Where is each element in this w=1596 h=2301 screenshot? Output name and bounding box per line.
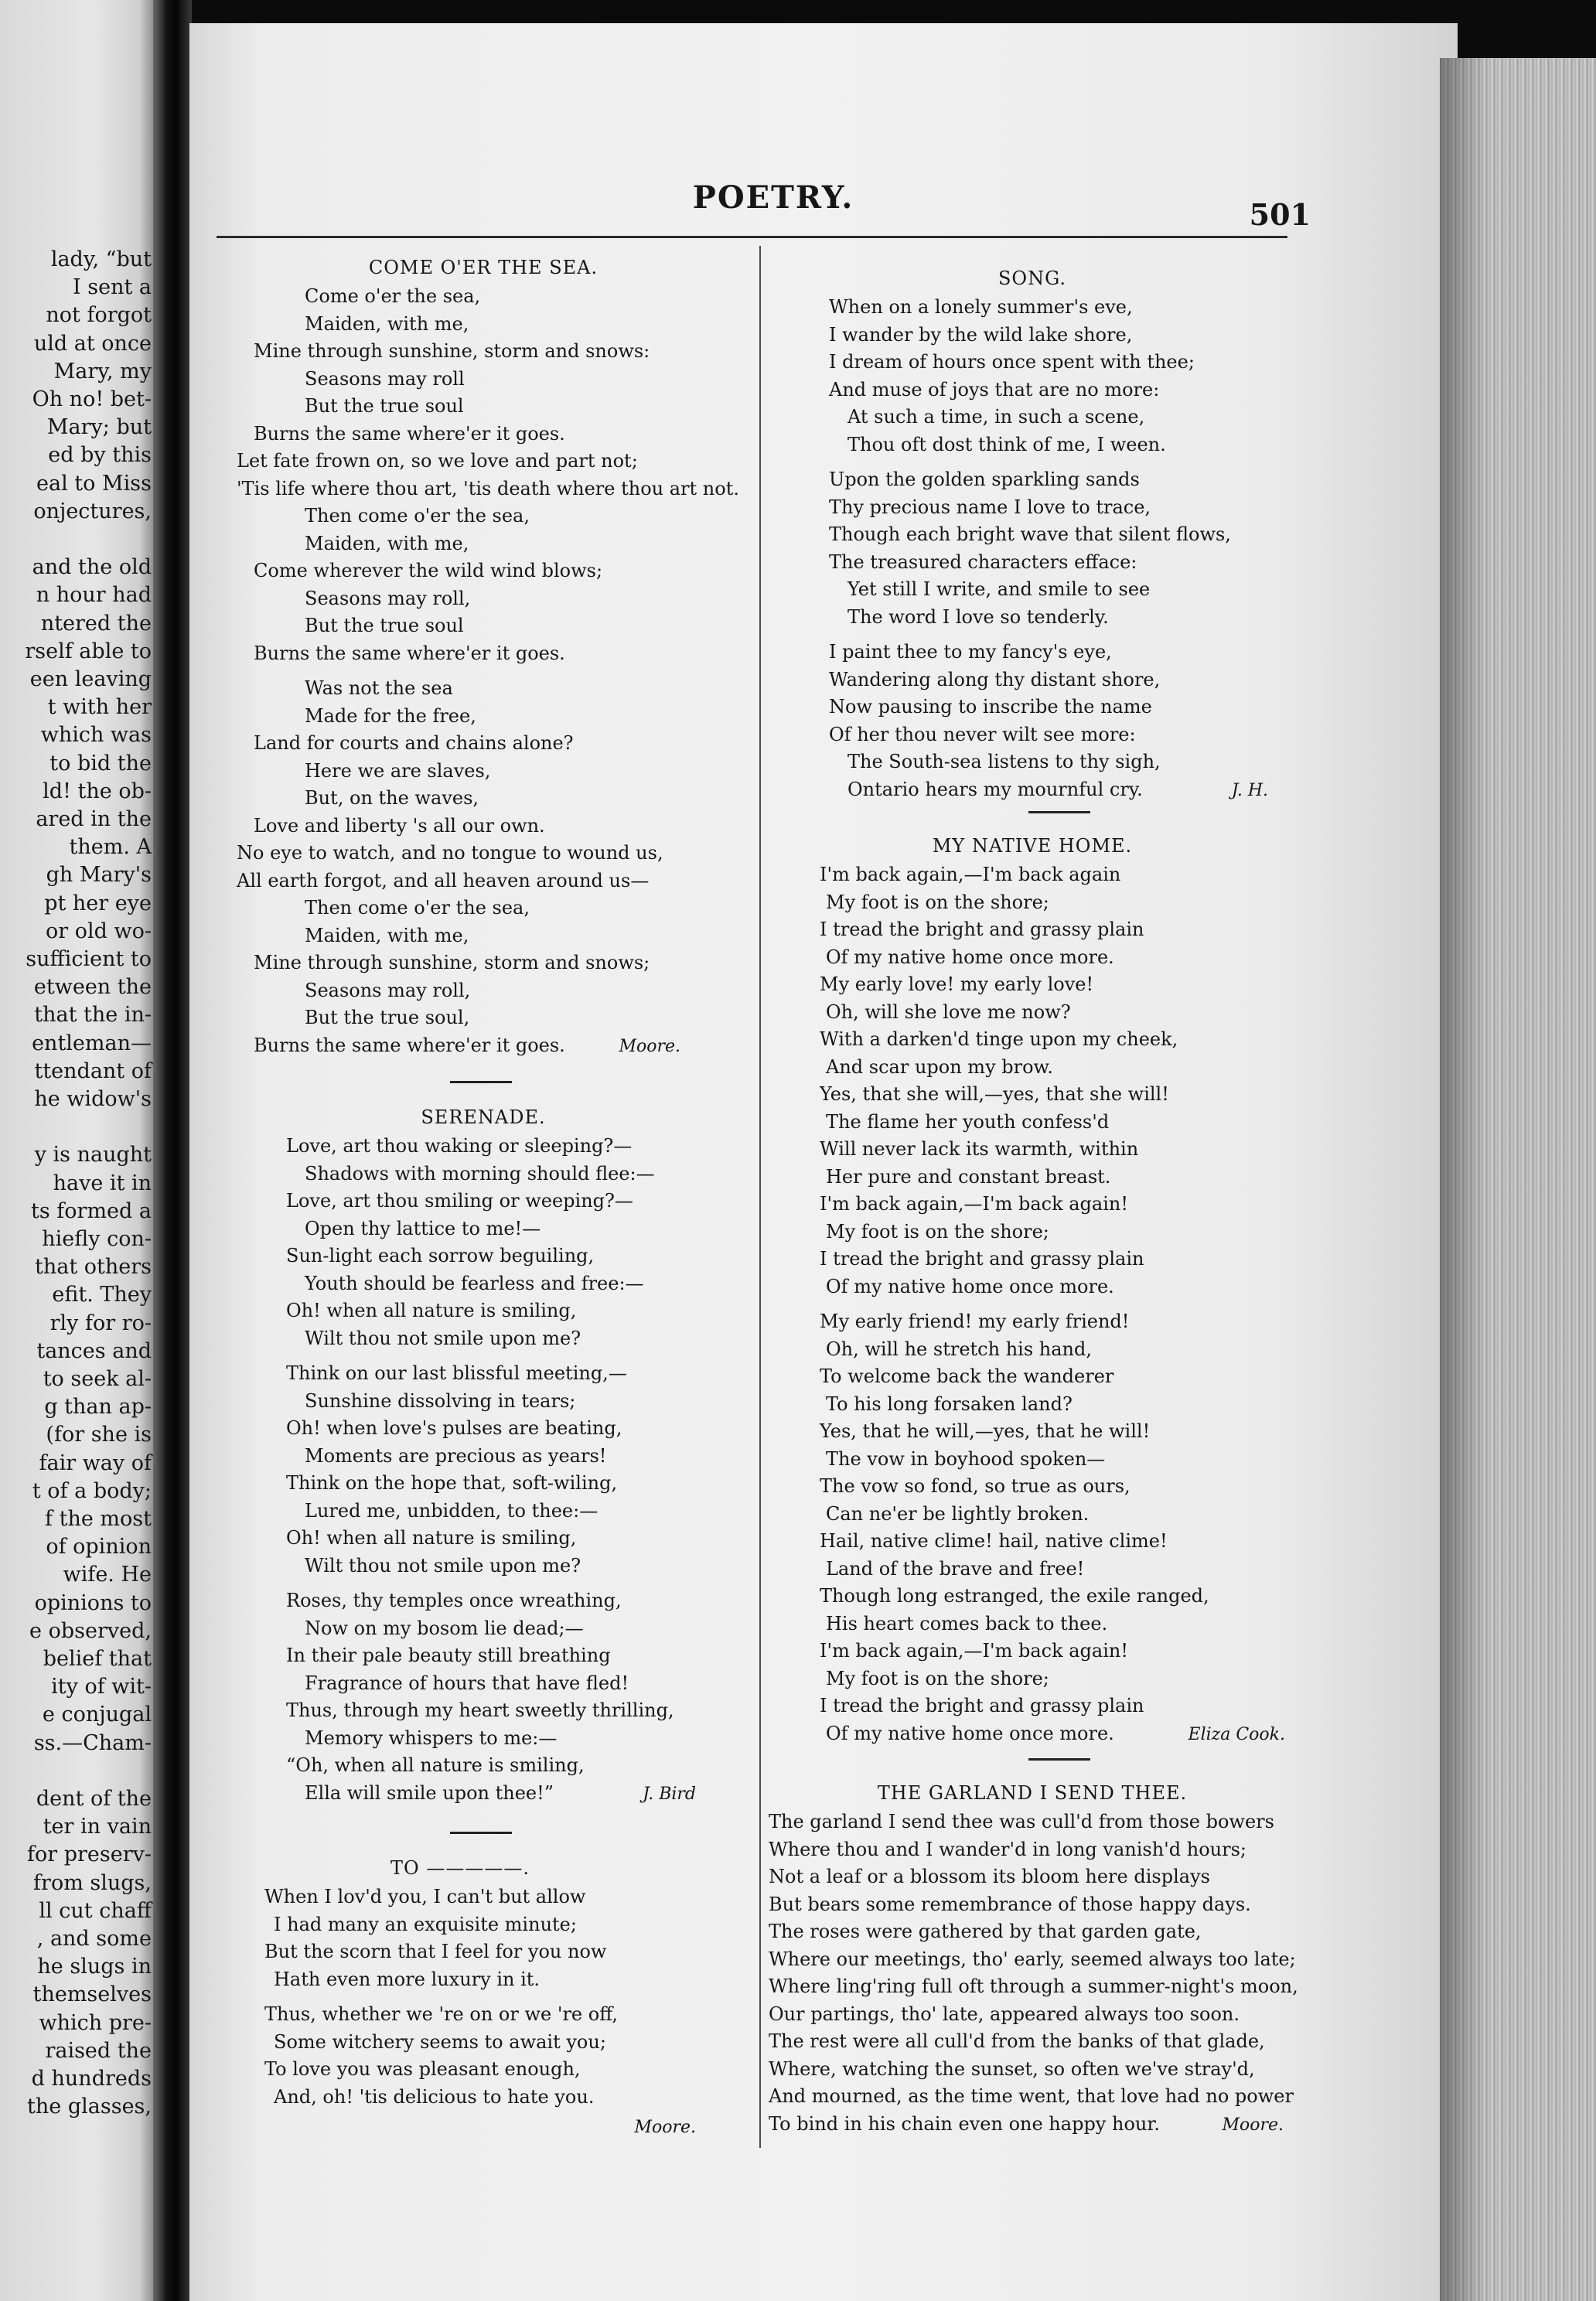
left-page-line: themselves: [32, 1982, 152, 2007]
poem-line: With a darken'd tinge upon my cheek,: [820, 1028, 1178, 1050]
poem-line: 'Tis life where thou art, 'tis death where thou art not.: [237, 477, 739, 499]
poem-line: Upon the golden sparkling sands: [829, 469, 1140, 490]
poem-line: Burns the same where'er it goes.: [254, 422, 565, 445]
poem-line: Our partings, tho' late, appeared always too soon.: [769, 2003, 1240, 2025]
left-page-line: tances and: [36, 1338, 152, 1363]
poem-line: Thy precious name I love to trace,: [829, 496, 1151, 518]
left-page-line: t with her: [47, 695, 152, 720]
poem-line: Of my native home once more.: [826, 1722, 1114, 1744]
poem-line: Maiden, with me,: [305, 532, 469, 554]
poem-line: Ella will smile upon thee!”: [305, 1781, 554, 1804]
poem-line: My foot is on the shore;: [826, 1667, 1049, 1689]
poem-line: Where thou and I wander'd in long vanish'd hours;: [769, 1838, 1247, 1860]
left-page-line: raised the: [45, 2038, 152, 2063]
poem-line: When on a lonely summer's eve,: [829, 296, 1133, 318]
poem-line: Where our meetings, tho' early, seemed always too late;: [769, 1948, 1296, 1970]
poem-line: Come o'er the sea,: [305, 285, 481, 307]
poem-line: And, oh! 'tis delicious to hate you.: [274, 2085, 595, 2108]
poem-line: Hail, native clime! hail, native clime!: [820, 1530, 1168, 1552]
poem-line: Burns the same where'er it goes.: [254, 642, 565, 664]
poem-line: Can ne'er be lightly broken.: [826, 1502, 1090, 1525]
stanza-gap: [766, 458, 1299, 466]
poem-separator-rule: [1028, 811, 1090, 813]
poem-attribution: Moore.: [634, 2118, 696, 2137]
poem-line: I tread the bright and grassy plain: [820, 1248, 1144, 1270]
poem-separator-rule: [1028, 1758, 1090, 1761]
poem-line: The garland I send thee was cull'd from those bowers: [769, 1811, 1274, 1832]
left-page-line: ntered the: [40, 611, 152, 636]
left-page-line: which was: [40, 723, 152, 748]
poem-line: Sunshine dissolving in tears;: [305, 1389, 576, 1412]
poem-line: Was not the sea: [305, 677, 453, 699]
stanza-gap: [224, 667, 742, 675]
poem-line: Think on the hope that, soft-wiling,: [286, 1472, 618, 1494]
poem-line: I'm back again,—I'm back again: [820, 864, 1121, 885]
poem-line: Mine through sunshine, storm and snows;: [254, 952, 650, 973]
poem-line: Oh! when love's pulses are beating,: [286, 1417, 622, 1439]
poem-line: And scar upon my brow.: [826, 1055, 1053, 1078]
poem-title: TO —————.: [390, 1857, 530, 1879]
poem-line: Roses, thy temples once wreathing,: [286, 1590, 622, 1611]
poem-line: I tread the bright and grassy plain: [820, 1695, 1144, 1716]
poem-line: Love, art thou waking or sleeping?—: [286, 1135, 633, 1157]
poem-line: The vow so fond, so true as ours,: [820, 1475, 1130, 1497]
poem-line: Oh! when all nature is smiling,: [286, 1300, 577, 1321]
poem: [766, 1781, 1299, 2138]
poem-line: To bind in his chain even one happy hour.: [769, 2112, 1160, 2135]
poem-attribution: J. Bird: [643, 1785, 696, 1804]
poem-line: Not a leaf or a blossom its bloom here displays: [769, 1866, 1210, 1887]
poem-line: Yes, that he will,—yes, that he will!: [820, 1420, 1151, 1442]
poem-line: Love, art thou smiling or weeping?—: [286, 1190, 633, 1212]
page-number: 501: [1249, 197, 1311, 232]
left-page-line: opinions to: [34, 1590, 152, 1615]
left-page-line: lady, “but: [50, 247, 152, 271]
left-page-line: wife. He: [63, 1563, 152, 1587]
poem-line: In their pale beauty still breathing: [286, 1645, 611, 1666]
poem-line: The rest were all cull'd from the banks of that glade,: [769, 2030, 1265, 2052]
left-page-line: een leaving: [29, 667, 152, 691]
poem-line: I'm back again,—I'm back again!: [820, 1640, 1128, 1662]
left-page-line: ared in the: [36, 807, 152, 831]
poem-line: Maiden, with me,: [305, 924, 469, 946]
poem-line: Memory whispers to me:—: [305, 1727, 558, 1749]
poem-line: Wilt thou not smile upon me?: [305, 1554, 581, 1577]
poem-line: Wandering along thy distant shore,: [829, 668, 1161, 690]
poem-line: I had many an exquisite minute;: [274, 1913, 577, 1935]
left-page-line: t of a body;: [32, 1478, 152, 1503]
poem-line: Oh, will he stretch his hand,: [826, 1338, 1092, 1360]
poem-line: The South-sea listens to thy sigh,: [847, 751, 1161, 772]
poem-line: Her pure and constant breast.: [826, 1165, 1111, 1188]
poem-line: My foot is on the shore;: [826, 891, 1049, 913]
poem-line: But the true soul,: [305, 1007, 470, 1028]
poem-line: Seasons may roll: [305, 367, 465, 390]
left-page-line: to seek al-: [43, 1367, 152, 1391]
left-page-line: I sent a: [72, 275, 152, 300]
poem-line: Land of the brave and free!: [826, 1557, 1085, 1580]
poem-line: To welcome back the wanderer: [820, 1365, 1114, 1387]
poem-title: COME O'ER THE SEA.: [368, 257, 598, 278]
poem: [766, 833, 1299, 1747]
left-page-line: rly for ro-: [49, 1311, 152, 1335]
left-page-line: of opinion: [46, 1535, 152, 1560]
poem-line: Of my native home once more.: [826, 946, 1114, 968]
poem-line: Mine through sunshine, storm and snows:: [254, 340, 650, 362]
left-page-line: efit. They: [52, 1283, 152, 1307]
poem-line: My early love! my early love!: [820, 973, 1094, 995]
poem-line: Youth should be fearless and free:—: [305, 1272, 644, 1294]
poem-line: Lured me, unbidden, to thee:—: [305, 1499, 598, 1522]
book-gutter: [153, 0, 192, 2301]
left-page-line: gh Mary's: [46, 863, 152, 888]
poem-line: But bears some remembrance of those happy days.: [769, 1893, 1251, 1915]
poem-line: The roses were gathered by that garden gate,: [769, 1921, 1202, 1942]
poem-line: Made for the free,: [305, 704, 476, 727]
poem-line: Now on my bosom lie dead;—: [305, 1617, 584, 1639]
poem-separator-rule: [450, 1081, 512, 1083]
left-page-line: ter in vain: [43, 1815, 152, 1839]
poem-line: Where ling'ring full oft through a summer-night's moon,: [769, 1975, 1298, 1997]
poem-line: Let fate frown on, so we love and part not;: [237, 450, 638, 472]
left-page-line: from slugs,: [33, 1870, 152, 1895]
stanza-gap: [224, 1580, 742, 1587]
left-page-line: etween the: [33, 975, 152, 1000]
poem-line: I wander by the wild lake shore,: [829, 323, 1133, 346]
poem-line: Of her thou never wilt see more:: [829, 723, 1136, 745]
poem-line: Then come o'er the sea,: [305, 505, 530, 527]
poem-line: And muse of joys that are no more:: [829, 378, 1160, 401]
left-page-line: that others: [34, 1255, 152, 1280]
stanza-gap: [766, 631, 1299, 639]
left-page-line: ts formed a: [31, 1198, 152, 1223]
poem-line: Some witchery seems to await you;: [274, 2030, 606, 2053]
poem-attribution: Moore.: [1222, 2115, 1284, 2135]
poem-separator-rule: [450, 1832, 512, 1834]
page-edge-shadow: [1440, 58, 1486, 2301]
poem-line: I'm back again,—I'm back again!: [820, 1193, 1128, 1215]
poem-attribution: Moore.: [619, 1037, 680, 1056]
left-page-line: Mary; but: [46, 415, 152, 440]
poem-line: But the true soul: [305, 615, 464, 636]
poem-line: Ontario hears my mournful cry.: [847, 778, 1143, 800]
left-page-line: that the in-: [34, 1003, 152, 1028]
poem-line: Land for courts and chains alone?: [254, 732, 574, 754]
left-page-line: d hundreds: [31, 2067, 152, 2091]
left-page-line: uld at once: [33, 331, 152, 356]
left-page-line: not forgot: [46, 303, 152, 328]
left-page-line: pt her eye: [44, 891, 152, 915]
left-page-line: , and some: [36, 1927, 152, 1951]
left-page-line: them. A: [69, 835, 152, 860]
poem: [224, 1856, 742, 2137]
left-page-fragment: [0, 0, 155, 2301]
left-column: [224, 255, 742, 2137]
poem-line: Then come o'er the sea,: [305, 897, 530, 919]
poem-line: Thus, whether we 're on or we 're off,: [264, 2003, 619, 2025]
left-page-line: ll cut chaff: [39, 1898, 152, 1923]
poem-line: Thou oft dost think of me, I ween.: [847, 433, 1166, 455]
poem-line: Sun-light each sorrow beguiling,: [286, 1245, 595, 1266]
poem-line: My early friend! my early friend!: [820, 1311, 1130, 1332]
left-page-line: entleman—: [32, 1031, 152, 1055]
poem-title: SONG.: [998, 268, 1067, 289]
poem-line: Thus, through my heart sweetly thrilling,: [286, 1699, 674, 1721]
poem-attribution: J. H.: [1231, 781, 1268, 800]
poem-line: Burns the same where'er it goes.: [254, 1034, 565, 1056]
poem-line: Seasons may roll,: [305, 979, 471, 1001]
poem-line: But the scorn that I feel for you now: [264, 1941, 607, 1962]
left-page-line: ttendant of: [34, 1058, 152, 1083]
left-page-line: to bid the: [49, 751, 152, 776]
poem-line: Though long estranged, the exile ranged,: [820, 1585, 1209, 1607]
left-page-line: e conjugal: [42, 1703, 152, 1727]
poem-line: Of my native home once more.: [826, 1275, 1114, 1297]
poem-line: To his long forsaken land?: [826, 1393, 1073, 1415]
left-page-line: ed by this: [48, 443, 152, 468]
poem-line: Think on our last blissful meeting,—: [286, 1362, 627, 1384]
poem: [224, 255, 742, 1059]
left-page-line: sufficient to: [26, 947, 152, 971]
poem-line: Hath even more luxury in it.: [274, 1968, 541, 1990]
poem-line: When I lov'd you, I can't but allow: [264, 1886, 586, 1907]
poem-line: I paint thee to my fancy's eye,: [829, 641, 1112, 663]
poem-line: But, on the waves,: [305, 787, 479, 809]
poem-title: THE GARLAND I SEND THEE.: [877, 1782, 1188, 1804]
poem-line: Wilt thou not smile upon me?: [305, 1327, 581, 1349]
left-page-line: for preserv-: [26, 1843, 152, 1867]
poem-line: At such a time, in such a scene,: [847, 406, 1145, 428]
poem-line: Will never lack its warmth, within: [820, 1138, 1139, 1160]
left-page-line: or old wo-: [46, 919, 152, 943]
poem-line: Now pausing to inscribe the name: [829, 696, 1152, 718]
left-page-line: Mary, my: [53, 359, 152, 384]
left-page-line: ss.—Cham-: [33, 1730, 152, 1755]
poem-line: And mourned, as the time went, that love had no power: [769, 2085, 1294, 2107]
poem-line: Where, watching the sunset, so often we've stray'd,: [769, 2057, 1255, 2080]
stanza-gap: [224, 1993, 742, 2001]
poem-line: Open thy lattice to me!—: [305, 1217, 541, 1239]
right-column: [766, 255, 1299, 2138]
poem-line: Seasons may roll,: [305, 587, 471, 609]
left-page-line: ld! the ob-: [43, 779, 152, 803]
poem-line: I dream of hours once spent with thee;: [829, 351, 1195, 373]
header-rule: [217, 236, 1287, 238]
left-page-line: belief that: [43, 1647, 152, 1671]
left-page-line: which pre-: [39, 2010, 152, 2035]
left-page-line: and the old: [32, 555, 152, 580]
left-page-line: he slugs in: [37, 1955, 152, 1979]
left-page-line: dent of the: [36, 1787, 152, 1811]
left-page-line: rself able to: [25, 639, 152, 663]
left-page-line: y is naught: [34, 1143, 152, 1168]
poem-title: MY NATIVE HOME.: [932, 835, 1133, 857]
poem-line: Though each bright wave that silent flows,: [829, 523, 1231, 545]
column-divider: [759, 246, 761, 2148]
running-title: POETRY.: [692, 179, 854, 216]
poem-title: SERENADE.: [421, 1106, 546, 1128]
stanza-gap: [224, 1352, 742, 1360]
poem-line: All earth forgot, and all heaven around us—: [237, 869, 650, 891]
poem: [224, 1105, 742, 1807]
left-page-line: g than ap-: [44, 1395, 152, 1420]
poem-line: Come wherever the wild wind blows;: [254, 560, 603, 581]
poem-line: Moments are precious as years!: [305, 1444, 607, 1467]
poem-line: Here we are slaves,: [305, 759, 491, 782]
left-page-line: he widow's: [34, 1087, 152, 1111]
left-page-line: (for she is: [46, 1423, 152, 1447]
poem-line: The flame her youth confess'd: [826, 1110, 1110, 1133]
poem-line: No eye to watch, and no tongue to wound us,: [237, 842, 663, 864]
poem-attribution: Eliza Cook.: [1188, 1725, 1285, 1744]
poem-line: Fragrance of hours that have fled!: [305, 1672, 629, 1694]
poem-line: Love and liberty 's all our own.: [254, 814, 545, 837]
poem-line: The treasured characters efface:: [829, 551, 1137, 573]
left-page-line: fair way of: [39, 1450, 152, 1475]
poem-line: Yet still I write, and smile to see: [847, 578, 1151, 600]
left-page-line: eal to Miss: [36, 471, 152, 496]
left-page-line: the glasses,: [27, 2095, 152, 2119]
stanza-gap: [766, 1300, 1299, 1308]
left-page-line: e observed,: [29, 1618, 152, 1643]
poem-line: Maiden, with me,: [305, 312, 469, 335]
poem-line: But the true soul: [305, 395, 464, 417]
poem-line: I tread the bright and grassy plain: [820, 919, 1144, 940]
poem-line: Oh! when all nature is smiling,: [286, 1527, 577, 1549]
poem-line: “Oh, when all nature is smiling,: [286, 1754, 585, 1776]
poem-line: Shadows with morning should flee:—: [305, 1162, 655, 1185]
poem-line: Yes, that she will,—yes, that she will!: [820, 1083, 1169, 1105]
left-page-line: hiefly con-: [42, 1227, 152, 1251]
left-page-line: ity of wit-: [51, 1675, 152, 1699]
poem-line: Oh, will she love me now?: [826, 1001, 1071, 1023]
poem-line: To love you was pleasant enough,: [264, 2058, 581, 2080]
poem: [766, 266, 1299, 803]
poem-line: His heart comes back to thee.: [826, 1612, 1108, 1635]
poem-line: The word I love so tenderly.: [847, 605, 1109, 628]
left-page-line: f the most: [45, 1507, 152, 1531]
left-page-line: have it in: [53, 1171, 152, 1195]
poem-line: The vow in boyhood spoken—: [826, 1447, 1106, 1470]
left-page-line: Oh no! bet-: [32, 387, 152, 411]
poem-line: My foot is on the shore;: [826, 1220, 1049, 1243]
left-page-line: n hour had: [36, 583, 152, 608]
left-page-line: onjectures,: [33, 499, 152, 523]
